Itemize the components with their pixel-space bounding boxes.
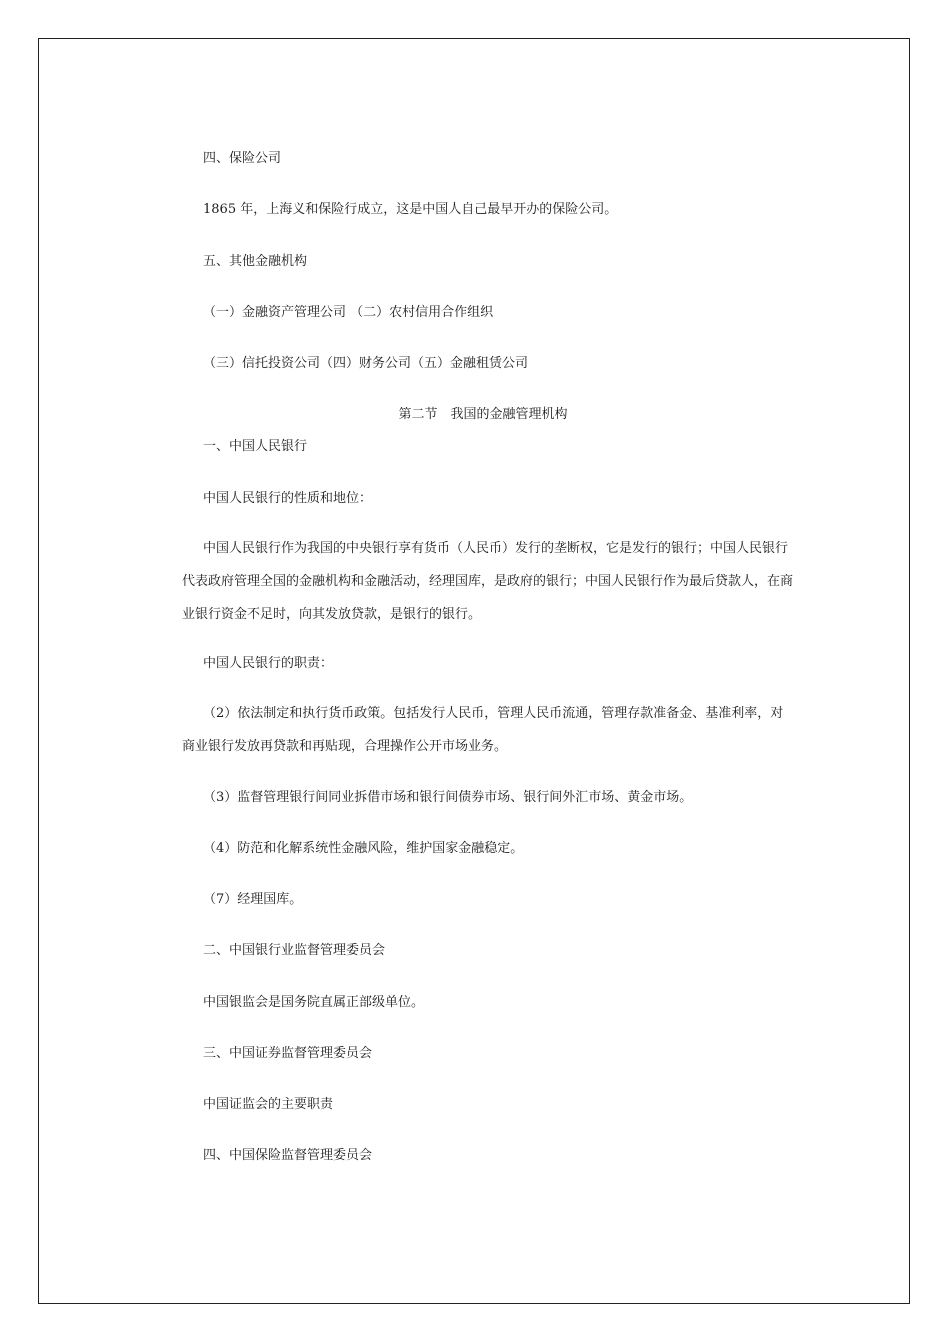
heading-cbrc: 二、中国银行业监督管理委员会 <box>203 943 386 958</box>
pboc-nature-paragraph: 中国人民银行作为我国的中央银行享有货币（人民币）发行的垄断权，它是发行的银行；中国人民银行代表政府管理全国的金融机构和金融活动，经理国库，是政府的银行；中国人民银行作为最后贷款人，在商业银行资金不足时，向其发放贷款，是银行的银行。 <box>182 541 794 622</box>
section-title: 第二节 我国的金融管理机构 <box>398 407 568 422</box>
heading-csrc: 三、中国证券监督管理委员会 <box>203 1046 373 1061</box>
cbrc-text: 中国银监会是国务院直属正部级单位。 <box>203 995 425 1010</box>
heading-insurance-companies: 四、保险公司 <box>203 151 282 166</box>
page-border <box>38 38 910 1304</box>
pboc-nature-label: 中国人民银行的性质和地位： <box>203 491 373 506</box>
other-institutions-list-2: （三）信托投资公司（四）财务公司（五）金融租赁公司 <box>203 356 529 371</box>
heading-circ: 四、中国保险监督管理委员会 <box>203 1148 373 1163</box>
pboc-duties-label: 中国人民银行的职责： <box>203 656 334 671</box>
duty-item-4: （4）防范和化解系统性金融风险，维护国家金融稳定。 <box>203 841 524 856</box>
insurance-history-text: 1865 年，上海义和保险行成立，这是中国人自己最早开办的保险公司。 <box>203 202 618 217</box>
duty-item-3: （3）监督管理银行间同业拆借市场和银行间债券市场、银行间外汇市场、黄金市场。 <box>203 790 693 805</box>
other-institutions-list-1: （一）金融资产管理公司 （二）农村信用合作组织 <box>203 305 494 320</box>
csrc-text: 中国证监会的主要职责 <box>203 1097 334 1112</box>
duty-item-7: （7）经理国库。 <box>203 892 303 907</box>
duty-item-2: （2）依法制定和执行货币政策。包括发行人民币，管理人民币流通，管理存款准备金、基准利率，对商业银行发放再贷款和再贴现，合理操作公开市场业务。 <box>182 706 784 754</box>
heading-pboc: 一、中国人民银行 <box>203 439 308 454</box>
heading-other-institutions: 五、其他金融机构 <box>203 254 308 269</box>
